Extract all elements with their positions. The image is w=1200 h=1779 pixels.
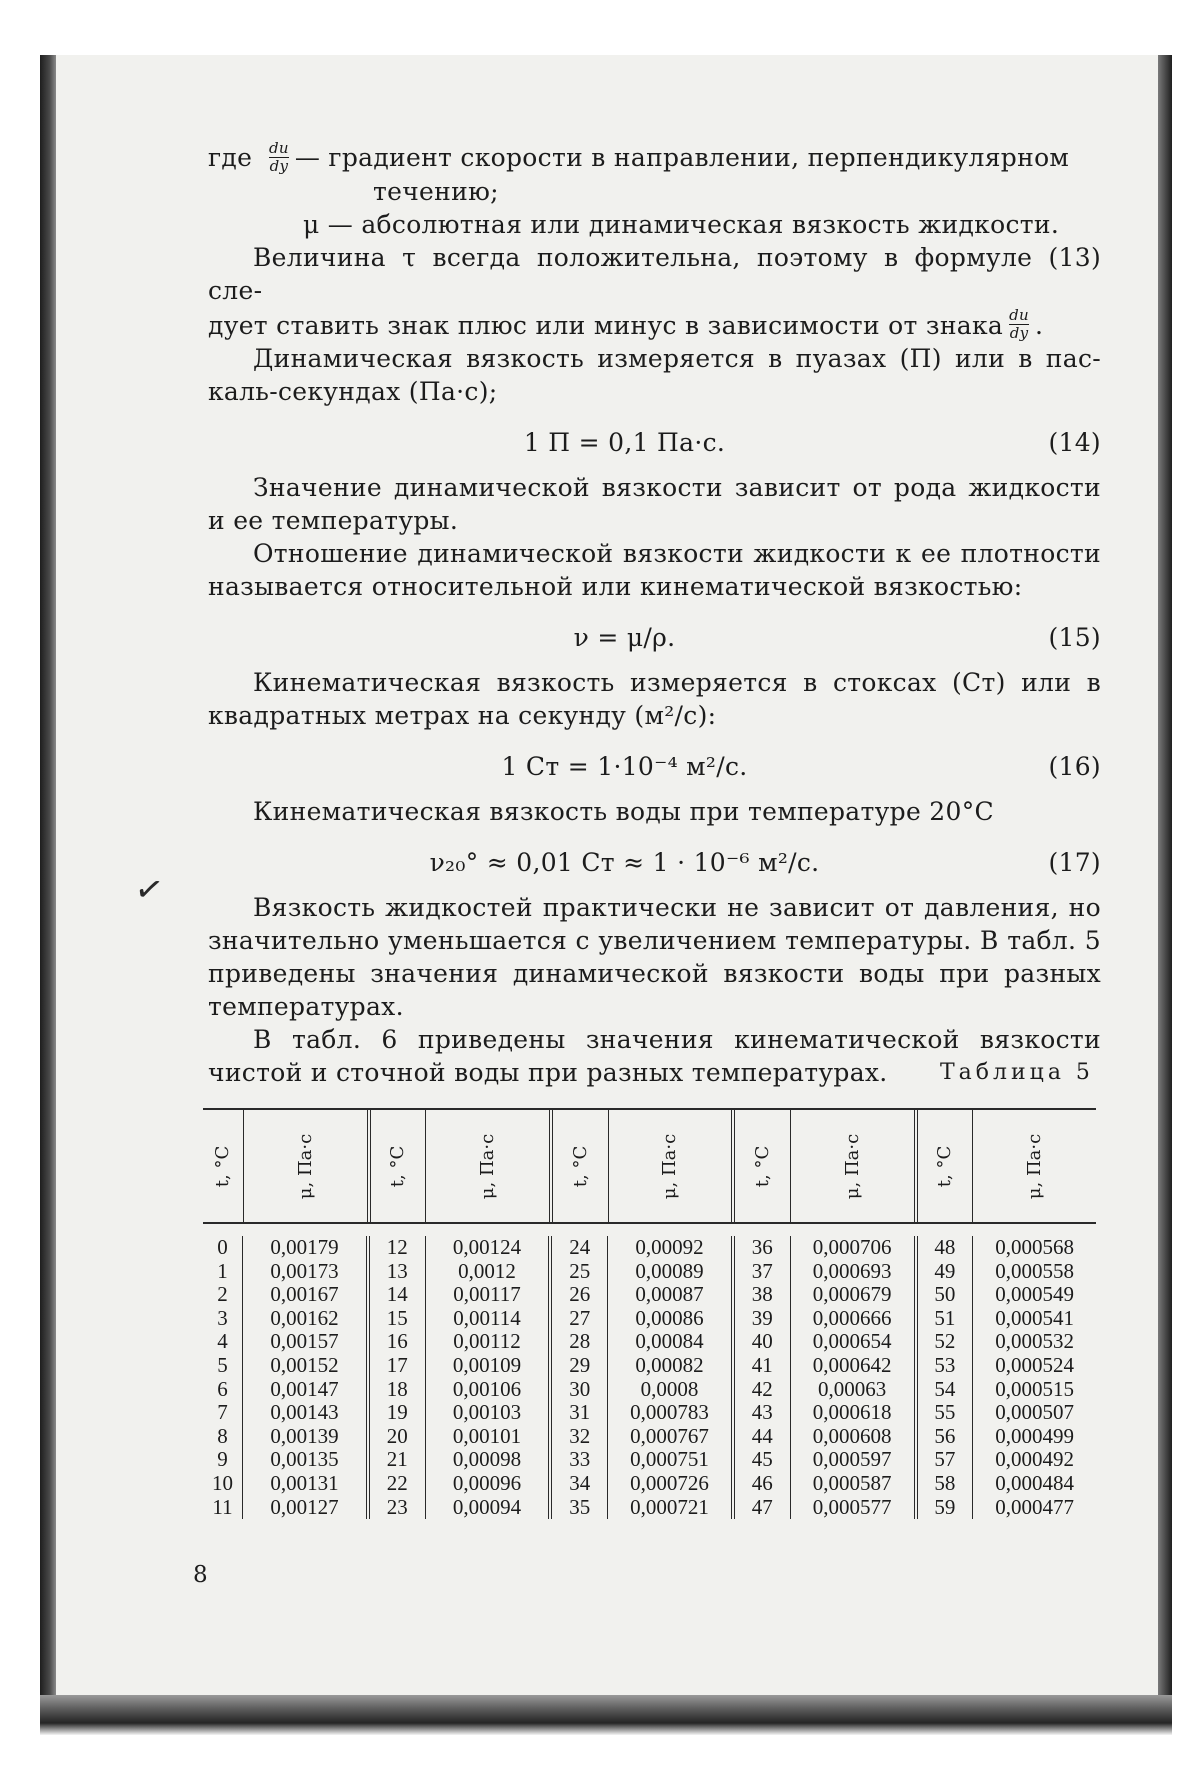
paragraph-6: Кинематическая вязкость воды при температуре 20°С — [253, 797, 994, 826]
cell-mu: 0,000532 — [995, 1329, 1074, 1354]
column-mu-3 — [607, 1236, 735, 1519]
cell-t: 42 — [751, 1376, 773, 1401]
cell-t: 44 — [751, 1423, 773, 1448]
header-mu-3: μ, Па·с — [608, 1110, 736, 1222]
cell-t: 36 — [751, 1235, 773, 1259]
cell-mu: 0,00167 — [270, 1282, 339, 1307]
paragraph-2: Динамическая вязкость измеряется в пуазах (П) или в пас-каль-секундах (Па·с); — [208, 344, 1101, 406]
cell-t: 46 — [751, 1470, 773, 1495]
column-mu-2 — [425, 1236, 553, 1519]
column-t-4 — [735, 1236, 790, 1519]
check-mark-icon: ✓ — [131, 867, 167, 913]
cell-mu: 0,00117 — [453, 1282, 521, 1307]
cell-mu: 0,000706 — [812, 1235, 892, 1259]
cell-t: 54 — [934, 1376, 956, 1401]
cell-t: 13 — [386, 1258, 408, 1283]
cell-t: 20 — [386, 1423, 408, 1448]
cell-t: 8 — [217, 1423, 228, 1448]
column-t-3 — [552, 1236, 607, 1519]
cell-t: 11 — [212, 1494, 233, 1519]
cell-t: 40 — [751, 1329, 773, 1354]
viscosity-table — [203, 1108, 1096, 1519]
cell-t: 34 — [569, 1470, 591, 1495]
header-mu-1: μ, Па·с — [243, 1110, 371, 1222]
formula-14: 1 П = 0,1 Па·с. (14) — [523, 428, 1101, 457]
paragraph-7: Вязкость жидкостей практически не зависит от давления, но значительно уменьшается с увеличением температуры. В табл. 5 приведены значения динамической вязкости воды при разных температурах. — [208, 893, 1101, 1021]
cell-mu: 0,000783 — [630, 1400, 709, 1425]
cell-mu: 0,000751 — [630, 1447, 709, 1472]
table-title: Таблица 5 — [940, 1060, 1094, 1085]
column-t-2 — [370, 1236, 425, 1519]
fraction-du-dy: $\frac{du}{dy}$ — [269, 139, 289, 175]
cell-mu: 0,000618 — [812, 1400, 892, 1425]
cell-t: 7 — [217, 1400, 228, 1425]
cell-t: 58 — [934, 1470, 956, 1495]
cell-t: 32 — [569, 1423, 591, 1448]
cell-t: 17 — [386, 1352, 408, 1377]
table-header — [203, 1110, 1096, 1224]
cell-t: 3 — [217, 1305, 228, 1330]
cell-mu: 0,00084 — [635, 1329, 704, 1354]
definition-mu: μ — абсолютная или динамическая вязкость жидкости. — [303, 210, 1060, 239]
paragraph-4: Отношение динамической вязкости жидкости к ее плотности называется относительной или кинематической вязкостью: — [208, 539, 1101, 601]
cell-t: 4 — [217, 1329, 228, 1354]
cell-mu: 0,00139 — [270, 1423, 339, 1448]
where-word: где — [208, 143, 253, 172]
cell-mu: 0,000549 — [995, 1282, 1074, 1307]
definition-du-dy — [208, 140, 1101, 175]
cell-t: 35 — [569, 1494, 591, 1519]
cell-t: 16 — [386, 1329, 408, 1354]
cell-mu: 0,00098 — [452, 1447, 522, 1472]
cell-t: 5 — [217, 1352, 228, 1377]
cell-t: 52 — [934, 1329, 956, 1354]
cell-t: 23 — [386, 1494, 408, 1519]
cell-mu: 0,000767 — [630, 1423, 709, 1448]
cell-mu: 0,00152 — [270, 1352, 339, 1377]
cell-mu: 0,00147 — [270, 1376, 339, 1401]
cell-t: 9 — [217, 1447, 228, 1472]
cell-mu: 0,0012 — [458, 1258, 516, 1283]
cell-mu: 0,00114 — [453, 1305, 521, 1330]
cell-t: 50 — [934, 1282, 956, 1307]
cell-t: 31 — [569, 1400, 591, 1425]
scan-border-bottom — [40, 1695, 1172, 1735]
cell-mu: 0,00106 — [452, 1376, 522, 1401]
cell-mu: 0,00103 — [452, 1400, 522, 1425]
cell-t: 0 — [217, 1235, 228, 1259]
cell-mu: 0,000721 — [630, 1494, 709, 1519]
cell-mu: 0,00096 — [452, 1470, 522, 1495]
page-text — [208, 140, 1101, 1089]
header-t-5: t, °C — [934, 1145, 956, 1187]
definition-gradient: — градиент скорости в направлении, перпендикулярном — [294, 143, 1070, 172]
cell-t: 26 — [569, 1282, 591, 1307]
column-t-5 — [918, 1236, 973, 1519]
cell-t: 1 — [217, 1258, 228, 1283]
cell-t: 55 — [934, 1400, 956, 1425]
cell-mu: 0,00094 — [452, 1494, 522, 1519]
cell-t: 33 — [569, 1447, 591, 1472]
page-number: 8 — [193, 1562, 208, 1588]
cell-mu: 0,00086 — [635, 1305, 704, 1330]
scan-border-left — [40, 55, 56, 1695]
cell-t: 6 — [217, 1376, 228, 1401]
cell-mu: 0,00082 — [635, 1352, 704, 1377]
header-mu-2: μ, Па·с — [425, 1110, 553, 1222]
column-mu-1 — [242, 1236, 370, 1519]
cell-mu: 0,000726 — [630, 1470, 709, 1495]
cell-mu: 0,000642 — [812, 1352, 892, 1377]
cell-mu: 0,000568 — [995, 1235, 1074, 1259]
cell-t: 49 — [934, 1258, 956, 1283]
cell-mu: 0,000492 — [995, 1447, 1074, 1472]
cell-t: 57 — [934, 1447, 956, 1472]
paragraph-8: В табл. 6 приведены значения кинематической вязкости чистой и сточной воды при разных температурах. — [208, 1025, 1101, 1087]
cell-mu: 0,000499 — [995, 1423, 1074, 1448]
header-mu-5: μ, Па·с — [972, 1110, 1096, 1222]
cell-mu: 0,00124 — [452, 1235, 522, 1259]
cell-t: 38 — [751, 1282, 773, 1307]
column-t-1 — [203, 1236, 242, 1519]
formula-16: 1 Ст = 1·10⁻⁴ м²/с. (16) — [501, 752, 1101, 781]
column-mu-5 — [972, 1236, 1096, 1519]
cell-mu: 0,00109 — [452, 1352, 522, 1377]
cell-t: 56 — [934, 1423, 956, 1448]
paragraph-1b: дует ставить знак плюс или минус в зависимости от знака $\frac{du}{dy}$ . — [208, 306, 1044, 342]
cell-t: 27 — [569, 1305, 591, 1330]
cell-t: 51 — [934, 1305, 956, 1330]
cell-mu: 0,00162 — [270, 1305, 339, 1330]
cell-t: 10 — [212, 1470, 233, 1495]
cell-mu: 0,00101 — [452, 1423, 522, 1448]
cell-mu: 0,00179 — [270, 1235, 339, 1259]
paragraph-5: Кинематическая вязкость измеряется в стоксах (Ст) или в квадратных метрах на секунду (м²/с): — [208, 668, 1101, 730]
formula-15: ν = μ/ρ. (15) — [573, 623, 1101, 652]
cell-mu: 0,00131 — [270, 1470, 339, 1495]
cell-t: 2 — [217, 1282, 228, 1307]
cell-mu: 0,00173 — [270, 1258, 339, 1283]
cell-mu: 0,000654 — [812, 1329, 892, 1354]
cell-mu: 0,000693 — [812, 1258, 892, 1283]
header-mu-4: μ, Па·с — [790, 1110, 918, 1222]
cell-t: 37 — [751, 1258, 773, 1283]
cell-mu: 0,000587 — [812, 1470, 892, 1495]
definition-gradient-cont: течению; — [373, 177, 499, 206]
cell-t: 47 — [751, 1494, 773, 1519]
cell-t: 12 — [386, 1235, 408, 1259]
cell-t: 41 — [751, 1352, 773, 1377]
paragraph-3: Значение динамической вязкости зависит от рода жидкости и ее температуры. — [208, 473, 1101, 535]
table-body — [203, 1224, 1096, 1519]
cell-mu: 0,00092 — [635, 1235, 704, 1259]
header-t-1: t, °C — [212, 1145, 234, 1187]
cell-t: 19 — [386, 1400, 408, 1425]
cell-t: 21 — [386, 1447, 408, 1472]
paragraph-1a: Величина τ всегда положительна, поэтому в формуле (13) сле- — [208, 243, 1101, 305]
cell-t: 30 — [569, 1376, 591, 1401]
cell-mu: 0,000477 — [995, 1494, 1074, 1519]
cell-t: 15 — [386, 1305, 408, 1330]
cell-t: 29 — [569, 1352, 591, 1377]
cell-mu: 0,000608 — [812, 1423, 892, 1448]
cell-t: 53 — [934, 1352, 956, 1377]
cell-mu: 0,000524 — [995, 1352, 1074, 1377]
cell-mu: 0,0008 — [640, 1376, 699, 1401]
cell-mu: 0,00112 — [453, 1329, 521, 1354]
cell-mu: 0,00143 — [270, 1400, 339, 1425]
cell-mu: 0,00063 — [817, 1376, 887, 1401]
cell-t: 45 — [751, 1447, 773, 1472]
scan-border-right — [1158, 55, 1172, 1695]
cell-mu: 0,00135 — [270, 1447, 339, 1472]
cell-t: 22 — [386, 1470, 408, 1495]
cell-mu: 0,000484 — [995, 1470, 1074, 1495]
header-t-4: t, °C — [752, 1145, 774, 1187]
cell-mu: 0,00157 — [270, 1329, 339, 1354]
fraction-du-dy-2: $\frac{du}{dy}$ — [1009, 306, 1029, 342]
cell-t: 25 — [569, 1258, 591, 1283]
cell-t: 39 — [751, 1305, 773, 1330]
cell-mu: 0,000515 — [995, 1376, 1074, 1401]
cell-mu: 0,00089 — [635, 1258, 704, 1283]
cell-mu: 0,000507 — [995, 1400, 1074, 1425]
cell-t: 28 — [569, 1329, 591, 1354]
cell-mu: 0,000577 — [812, 1494, 892, 1519]
cell-mu: 0,000558 — [995, 1258, 1074, 1283]
cell-t: 14 — [386, 1282, 408, 1307]
header-t-2: t, °C — [387, 1145, 409, 1187]
cell-mu: 0,000666 — [812, 1305, 892, 1330]
formula-17: ν₂₀° ≈ 0,01 Ст ≈ 1 · 10⁻⁶ м²/с. (17) — [429, 848, 1101, 877]
header-t-3: t, °C — [569, 1145, 591, 1187]
column-mu-4 — [790, 1236, 918, 1519]
cell-mu: 0,000679 — [812, 1282, 892, 1307]
cell-t: 48 — [934, 1235, 956, 1259]
cell-t: 59 — [934, 1494, 956, 1519]
cell-t: 18 — [386, 1376, 408, 1401]
cell-mu: 0,00127 — [270, 1494, 339, 1519]
cell-mu: 0,000597 — [812, 1447, 892, 1472]
cell-t: 43 — [751, 1400, 773, 1425]
cell-mu: 0,00087 — [635, 1282, 704, 1307]
cell-t: 24 — [569, 1235, 591, 1259]
cell-mu: 0,000541 — [995, 1305, 1074, 1330]
